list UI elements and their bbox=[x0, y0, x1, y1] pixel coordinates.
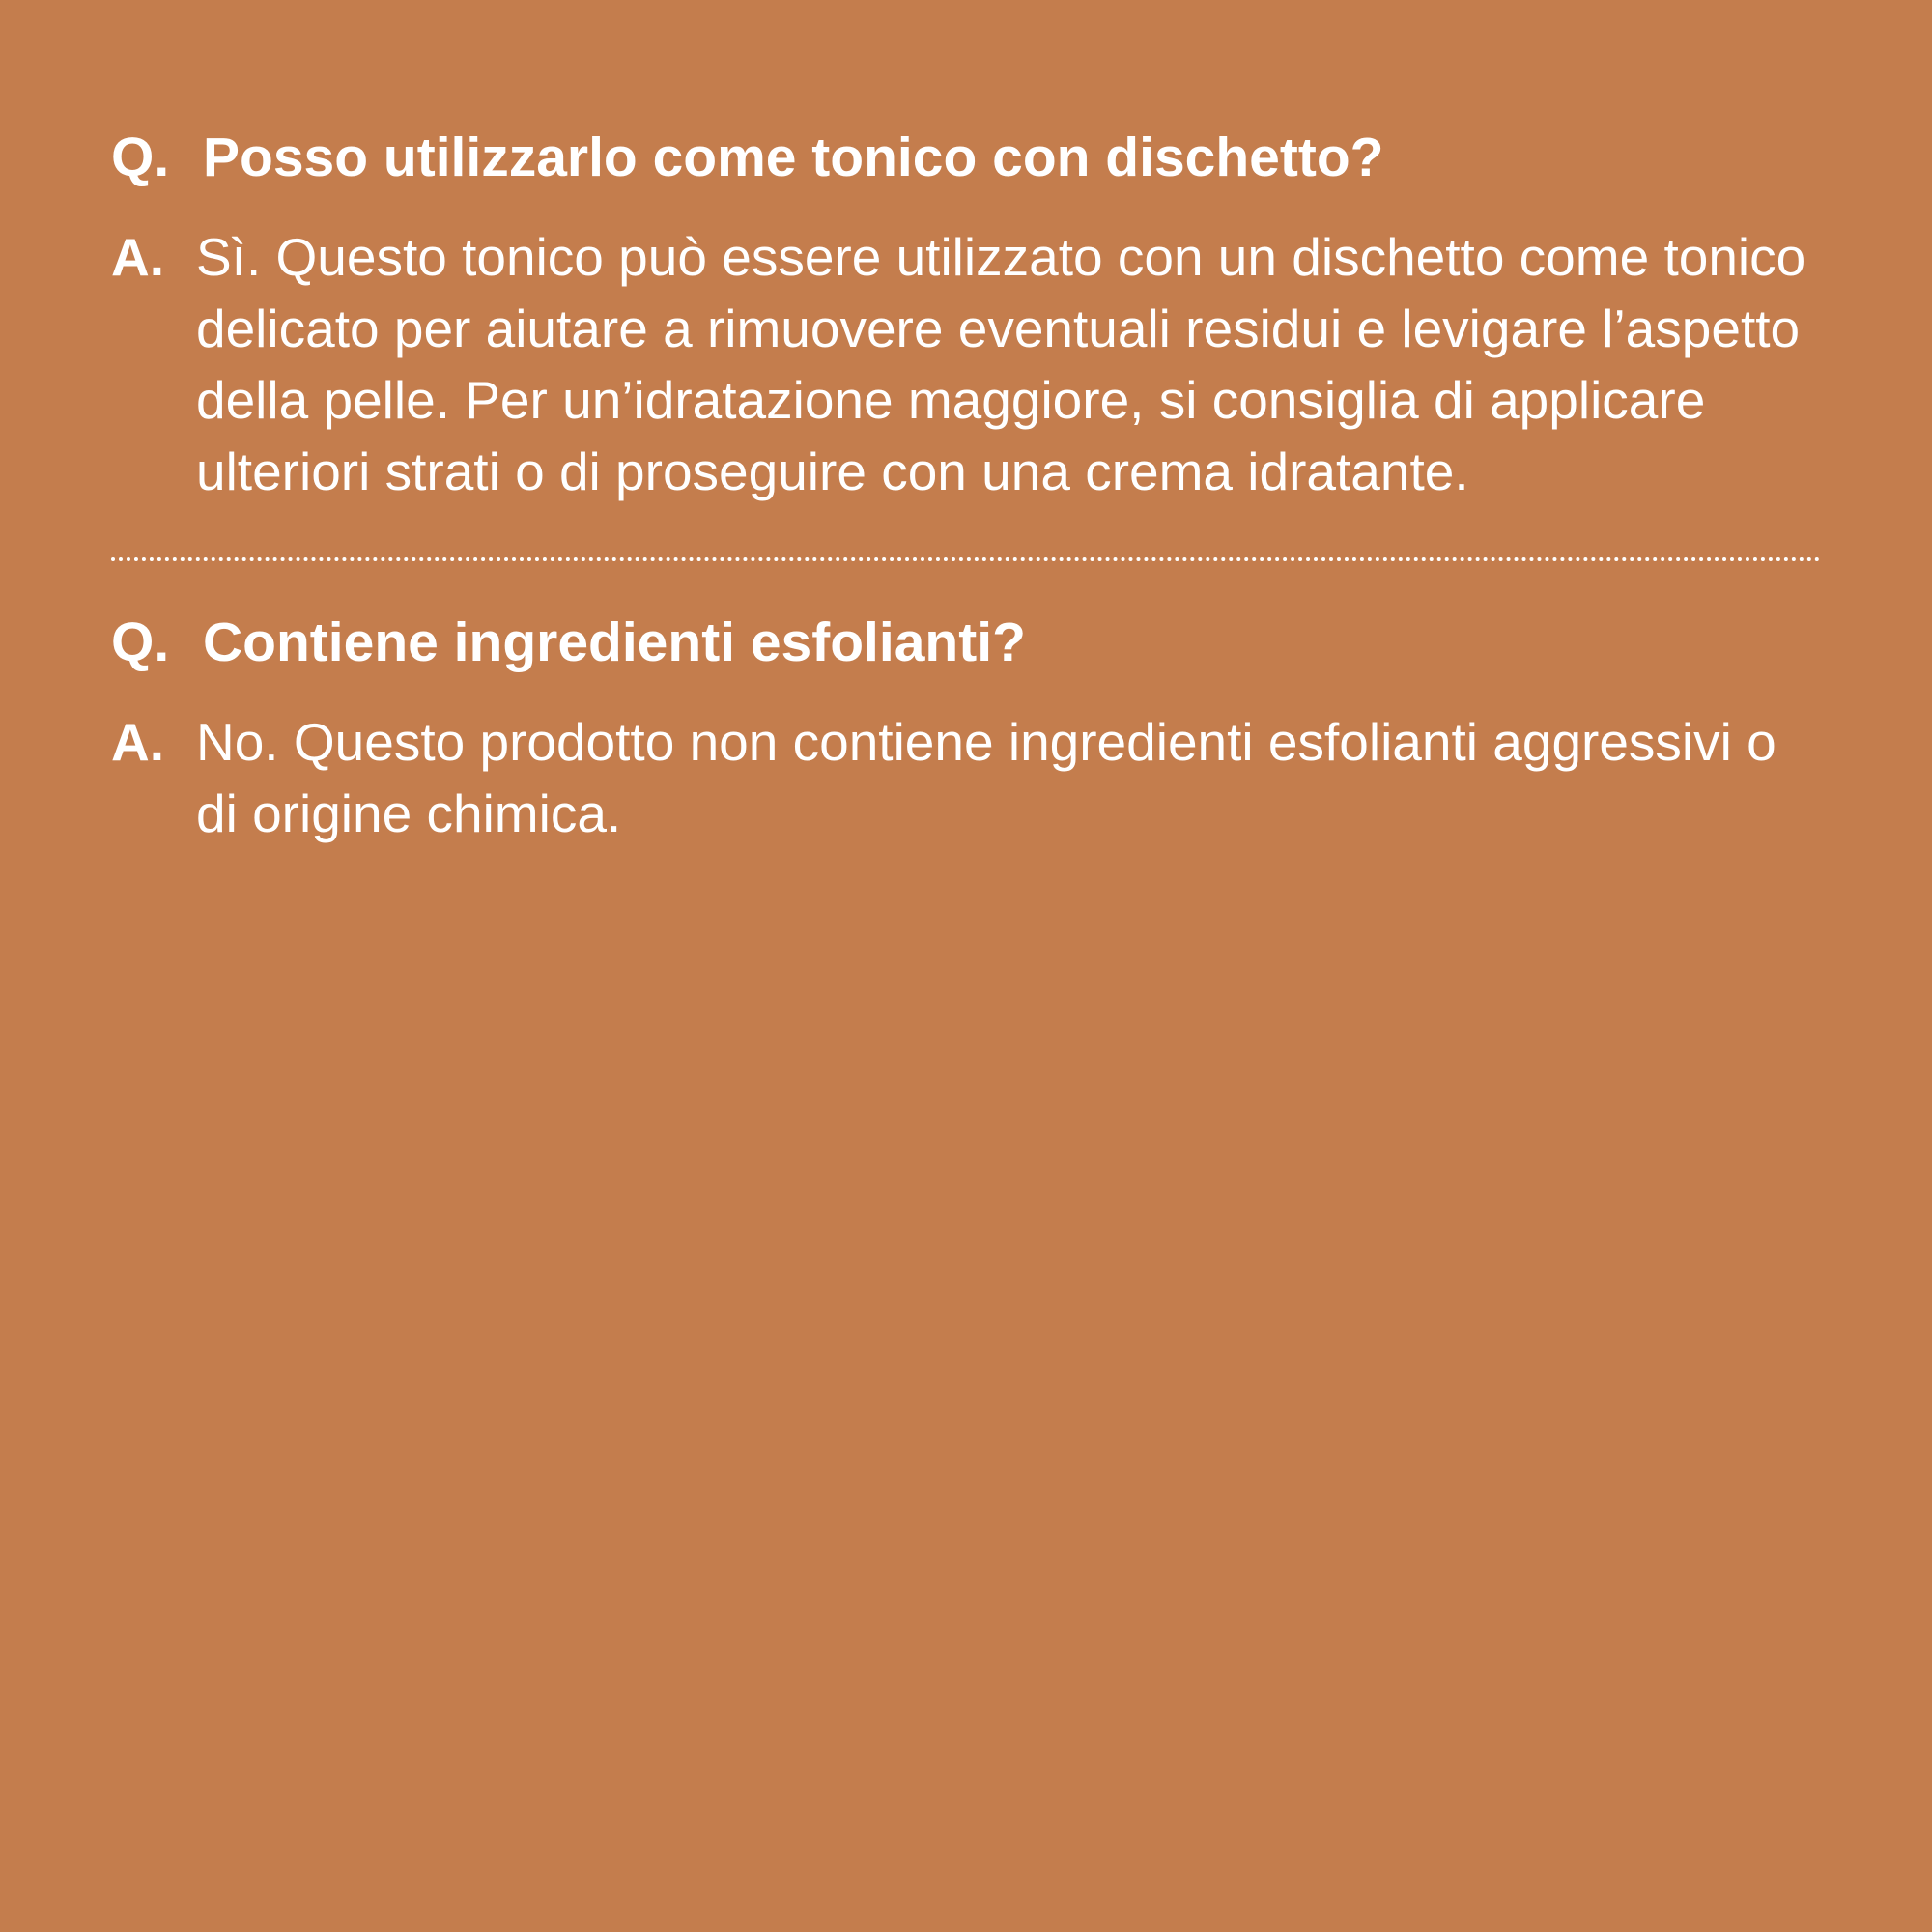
answer-row bbox=[111, 221, 1821, 507]
answer-marker: A. bbox=[111, 712, 164, 772]
question-text: Posso utilizzarlo come tonico con dischetto? bbox=[203, 127, 1384, 188]
question-marker: Q. bbox=[111, 611, 170, 673]
faq-item-1 bbox=[111, 121, 1821, 507]
question-row bbox=[111, 606, 1821, 679]
faq-list bbox=[111, 121, 1821, 849]
dotted-divider bbox=[111, 557, 1821, 561]
answer-text: Sì. Questo tonico può essere utilizzato con un dischetto come tonico delicato per aiutare a rimuovere eventuali residui e levigare l’aspetto della pelle. Per un’idratazione maggiore, si consiglia di applicare ulteriori strati o di proseguire con una crema idratante. bbox=[196, 227, 1806, 501]
question-row bbox=[111, 121, 1821, 194]
answer-marker: A. bbox=[111, 227, 164, 287]
question-text: Contiene ingredienti esfolianti? bbox=[203, 611, 1026, 673]
question-marker: Q. bbox=[111, 127, 170, 188]
answer-row bbox=[111, 706, 1821, 849]
faq-item-2 bbox=[111, 606, 1821, 849]
answer-text: No. Questo prodotto non contiene ingredienti esfolianti aggressivi o di origine chimica. bbox=[196, 712, 1776, 843]
